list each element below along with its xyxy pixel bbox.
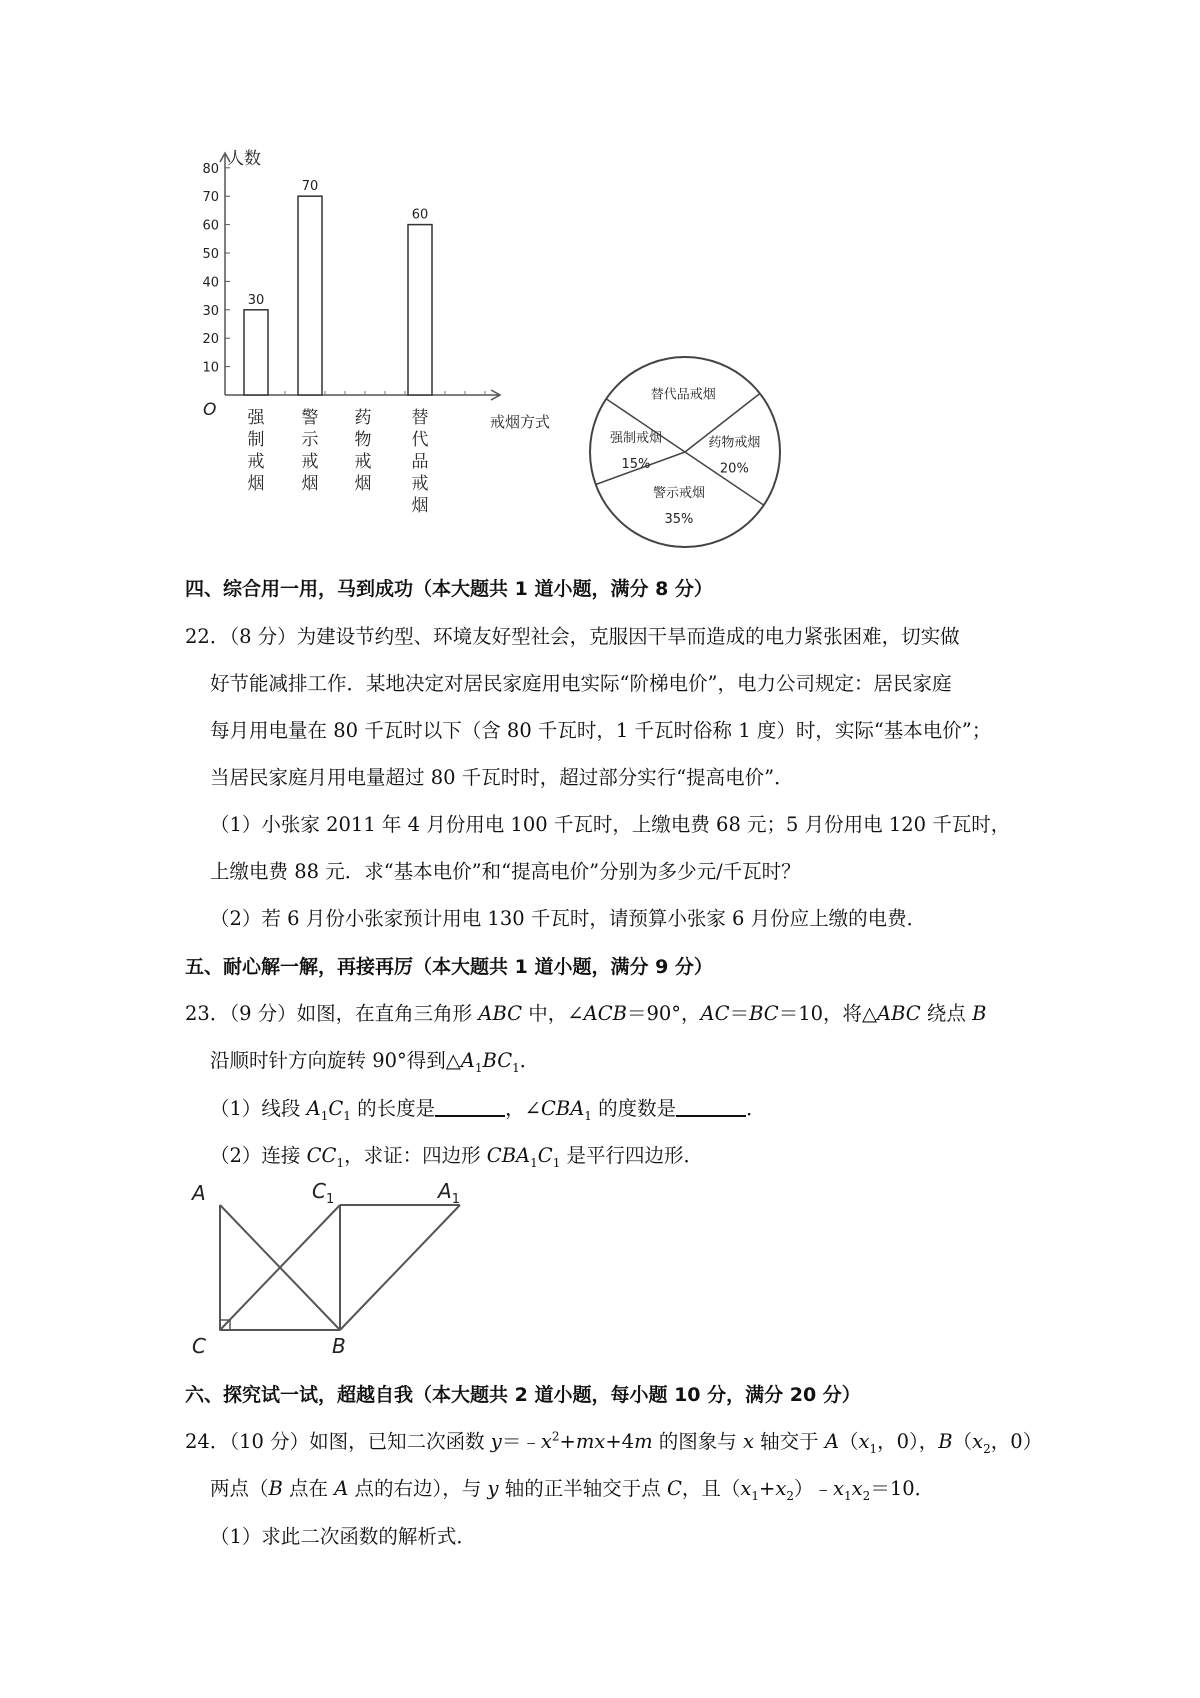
label-a1: $A_1$ — [438, 1179, 460, 1207]
bar — [298, 196, 322, 395]
bar-chart — [200, 140, 580, 560]
bar-value-label: 30 — [247, 292, 265, 308]
q22-line-1: 22．（8 分）为建设节约型、环境友好型社会，克服因干旱而造成的电力紧张困难，切实做 — [185, 625, 960, 648]
y-tick-label: 40 — [202, 275, 219, 291]
y-tick-label: 60 — [202, 218, 219, 234]
y-tick-label: 80 — [202, 161, 219, 177]
y-tick-label: 20 — [202, 332, 219, 348]
bar — [408, 225, 432, 395]
q23-part-2: （2）连接 $CC_1$，求证：四边形 $CBA_1C_1$ 是平行四边形． — [210, 1144, 704, 1170]
q23-line-1: 23．（9 分）如图，在直角三角形 ABC 中，∠ACB＝90°，AC＝BC＝10，将△ABC 绕点 B — [185, 1002, 987, 1025]
label-b: B — [332, 1334, 346, 1358]
pie-slice-percent: 35% — [664, 512, 694, 528]
x-category-label: 强制戒烟 — [247, 408, 265, 494]
y-axis-label: 人数 — [227, 149, 261, 169]
q24-line-1: 24．（10 分）如图，已知二次函数 $y=﹣x^2+mx+4m$ 的图象与 x 轴交于 $A(x_1$，0），$B(x_2$，0） — [185, 1429, 1043, 1456]
q22-line-2: 好节能减排工作．某地决定对居民家庭用电实际“阶梯电价”，电力公司规定：居民家庭 — [210, 672, 952, 695]
q24-part-1: （1）求此二次函数的解析式． — [210, 1525, 476, 1548]
q22-line-3: 每月用电量在 80 千瓦时以下（含 80 千瓦时，1 千瓦时俗称 1 度）时，实际“基本电价”； — [210, 719, 992, 742]
q23-geometry-figure — [192, 1179, 490, 1360]
x-category-label: 警示戒烟 — [301, 408, 319, 494]
answer-blank-1[interactable] — [435, 1097, 505, 1117]
segment-a1b — [340, 1205, 460, 1330]
q23-line-2: 沿顺时针方向旋转 90°得到$\triangle A_1BC_1$． — [210, 1049, 540, 1075]
answer-blank-2[interactable] — [676, 1097, 746, 1117]
q23-part-1: （1）线段 $A_1C_1$ 的长度是 ，$\angle CBA_1$ 的度数是 ． — [210, 1097, 766, 1123]
q22-part-2: （2）若 6 月份小张家预计用电 130 千瓦时，请预算小张家 6 月份应上缴的电费． — [210, 907, 927, 930]
bar-value-label: 60 — [411, 207, 429, 223]
label-a: A — [192, 1181, 206, 1205]
origin-label: O — [203, 400, 217, 420]
pie-slice-percent: 20% — [719, 461, 749, 477]
q22-part-1-line-2: 上缴电费 88 元．求“基本电价”和“提高电价”分别为多少元/千瓦时？ — [210, 860, 801, 883]
label-c: C — [192, 1334, 206, 1358]
pie-slice-percent: 15% — [621, 456, 651, 472]
bar-value-label: 70 — [301, 179, 319, 195]
pie-slice-label: 替代品戒烟 — [650, 387, 716, 403]
y-tick-label: 50 — [202, 247, 219, 262]
bar — [244, 310, 268, 395]
q24-line-2: 两点（B 点在 A 点的右边），与 y 轴的正半轴交于点 C，且$(x_1+x_2)﹣x_1x_2=10$． — [210, 1477, 935, 1503]
section-heading-5: 五、耐心解一解，再接再厉（本大题共 1 道小题，满分 9 分） — [185, 956, 713, 978]
y-tick-label: 10 — [202, 360, 219, 376]
x-category-label: 替代品戒烟 — [411, 408, 429, 516]
pie-slice-label: 警示戒烟 — [652, 486, 705, 502]
q22-line-4: 当居民家庭月用电量超过 80 千瓦时时，超过部分实行“提高电价”． — [210, 766, 794, 789]
y-tick-label: 70 — [202, 190, 219, 206]
x-axis-label: 戒烟方式 — [490, 413, 551, 431]
label-c1: $C_1$ — [312, 1179, 335, 1207]
pie-slice-label: 强制戒烟 — [609, 430, 662, 446]
x-category-label: 药物戒烟 — [354, 408, 372, 494]
q22-part-1-line-1: （1）小张家 2011 年 4 月份用电 100 千瓦时，上缴电费 68 元；5 月份用电 120 千瓦时， — [210, 813, 1011, 836]
section-heading-6: 六、探究试一试，超越自我（本大题共 2 道小题，每小题 10 分，满分 20 分） — [185, 1384, 861, 1406]
y-tick-label: 30 — [202, 303, 219, 319]
section-heading-4: 四、综合用一用，马到成功（本大题共 1 道小题，满分 8 分） — [185, 578, 713, 600]
pie-slice-label: 药物戒烟 — [708, 435, 761, 451]
pie-chart — [575, 345, 795, 560]
